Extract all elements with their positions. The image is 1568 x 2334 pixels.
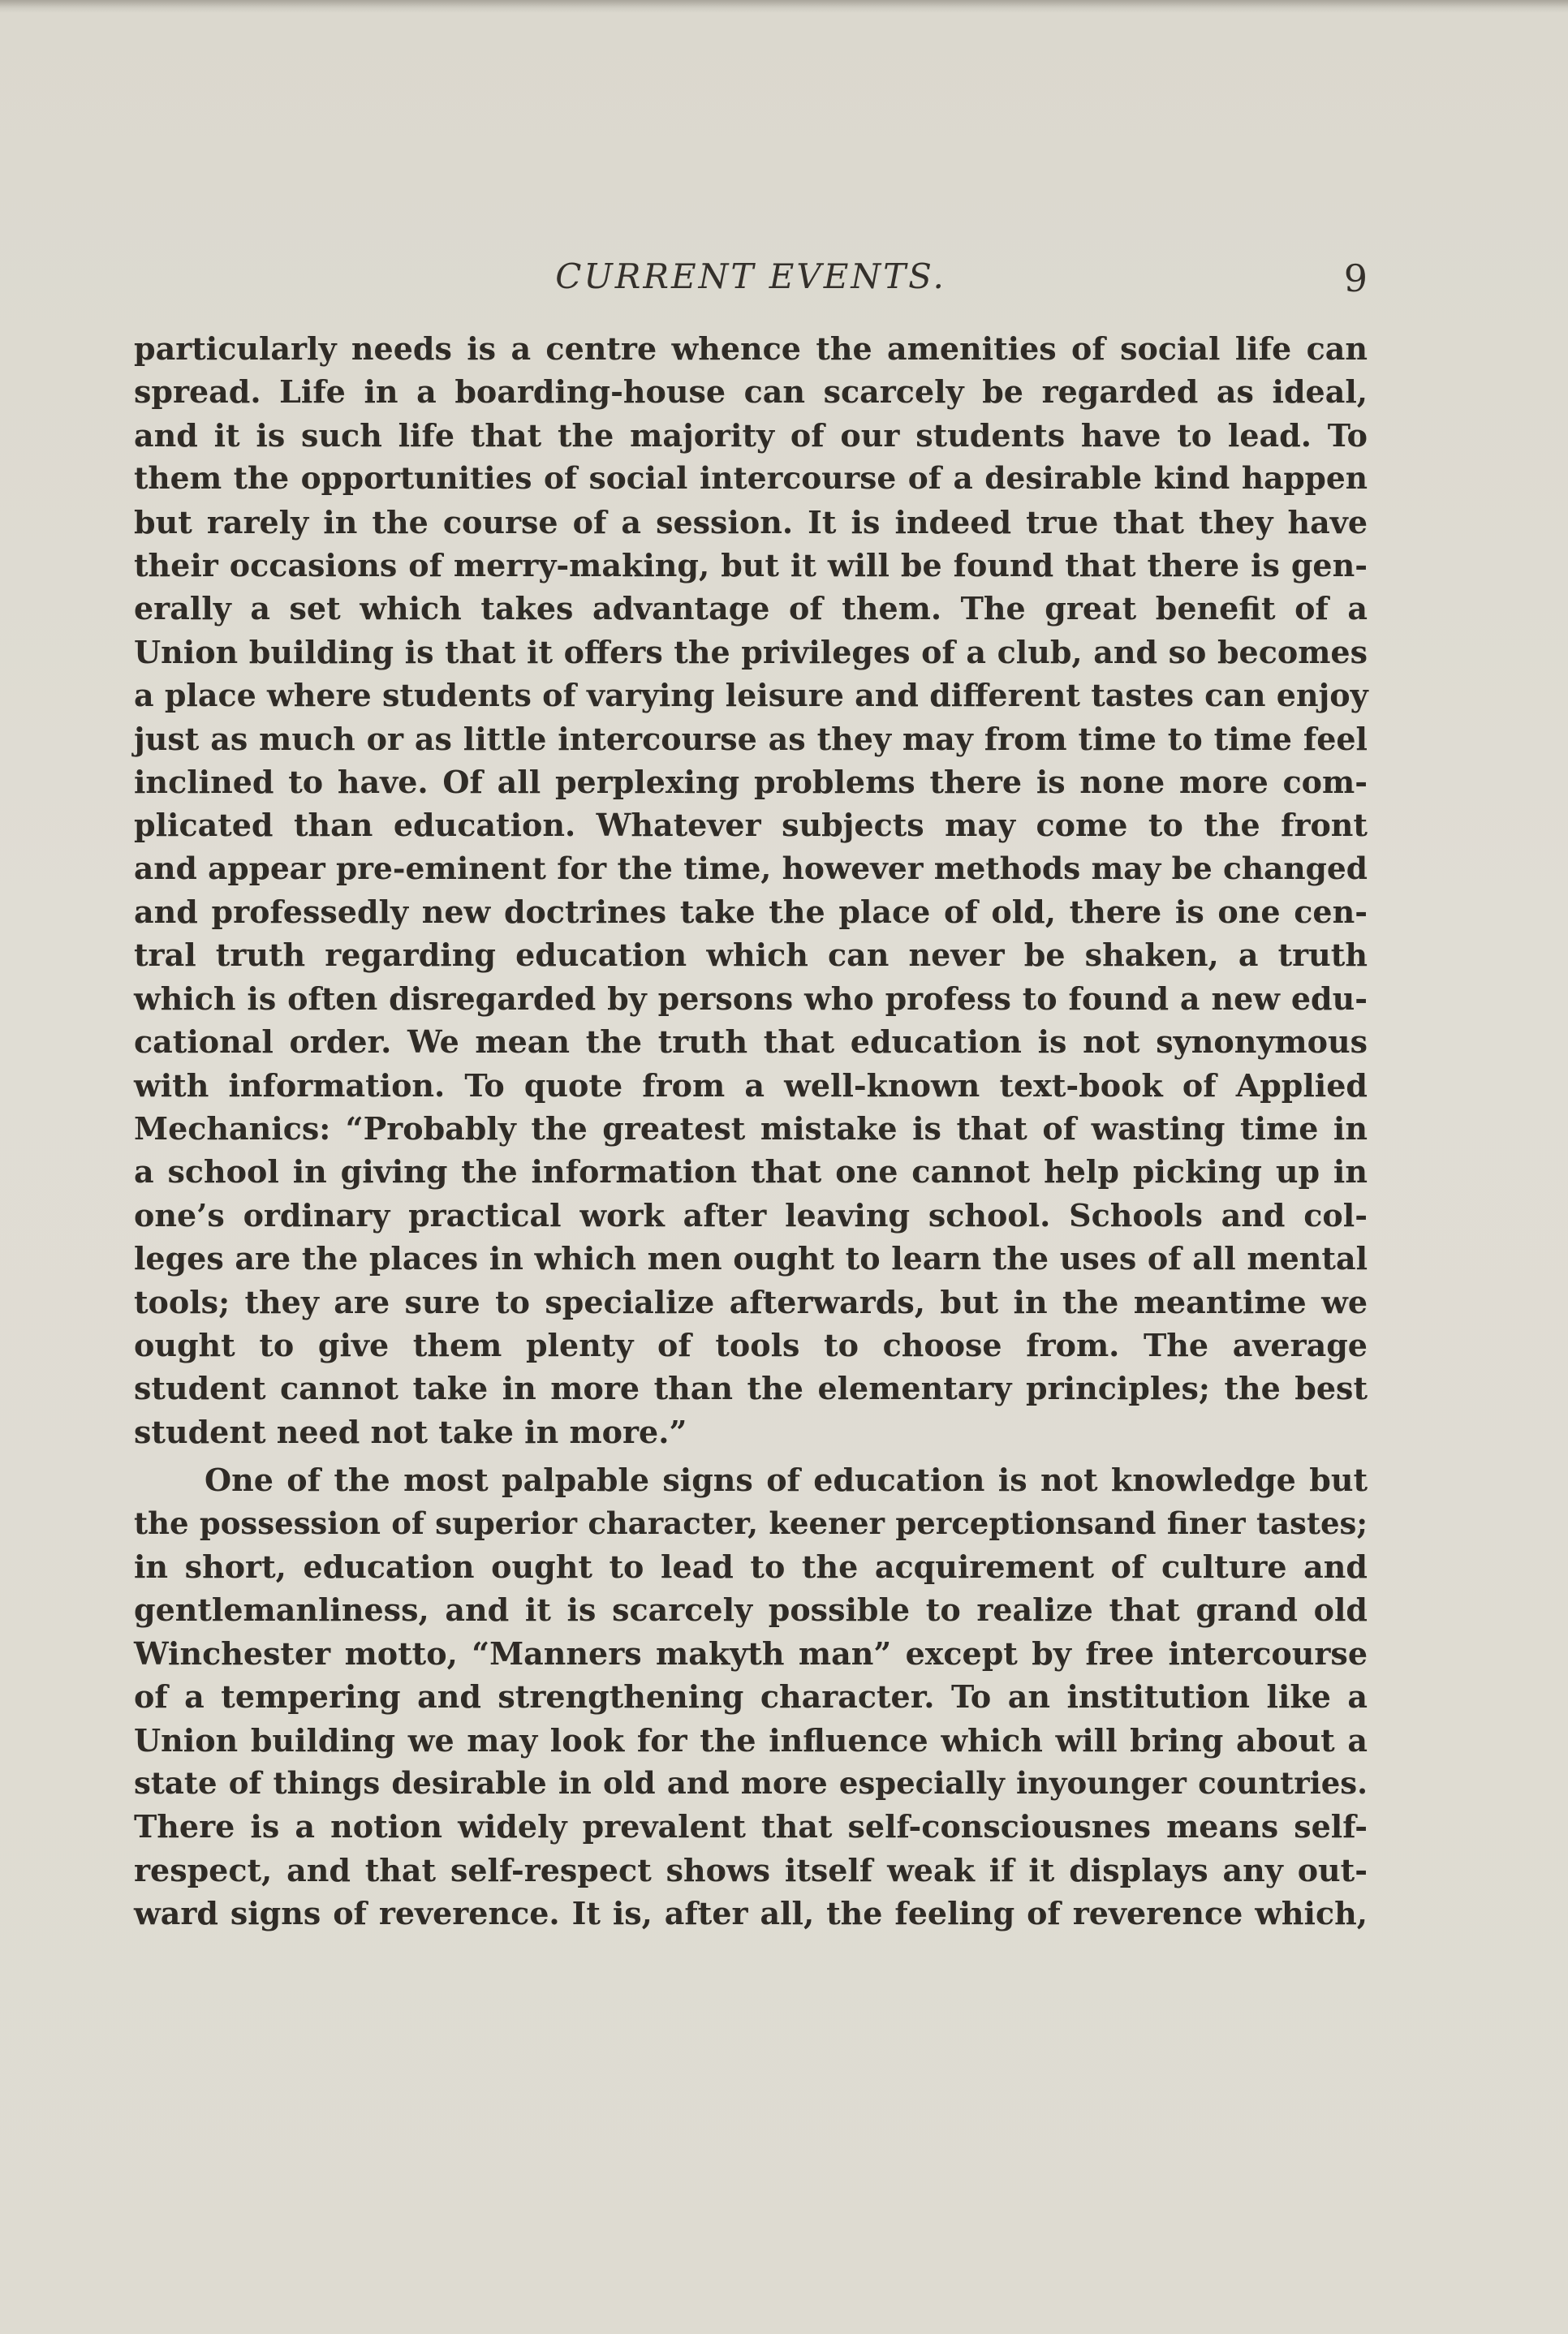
body-text	[134, 327, 1368, 1935]
text-line: but rarely in the course of a session. It is indeed true that they have	[134, 503, 1368, 540]
text-line: inclined to have. Of all perplexing problems there is none more com-	[134, 763, 1368, 800]
text-line: plicated than education. Whatever subjects may come to the front	[134, 807, 1368, 844]
running-head-title: CURRENT EVENTS.	[555, 256, 946, 296]
text-line: and appear pre-eminent for the time, however methods may be changed	[134, 850, 1368, 886]
text-line: their occasions of merry-making, but it will be found that there is gen-	[134, 546, 1368, 584]
text-line: one’s ordinary practical work after leaving school. Schools and col-	[134, 1196, 1368, 1234]
text-line: in short, education ought to lead to the acquirement of culture and	[134, 1548, 1368, 1585]
paragraph-1	[134, 327, 1368, 1453]
text-line: of a tempering and strengthening character. To an institution like a	[134, 1678, 1368, 1716]
text-line: a place where students of varying leisure and different tastes can enjoy	[134, 677, 1368, 714]
text-line: Mechanics: “Probably the greatest mistake is that of wasting time in	[134, 1110, 1368, 1148]
text-line: Union building is that it offers the privileges of a club, and so becomes	[134, 633, 1368, 670]
text-line: spread. Life in a boarding-house can scarcely be regarded as ideal,	[134, 373, 1368, 411]
text-line: erally a set which takes advantage of them. The great benefit of a	[134, 590, 1368, 627]
text-line: Winchester motto, “Manners makyth man” except by free intercourse	[134, 1634, 1368, 1672]
running-head	[134, 252, 1368, 300]
text-line: a school in giving the information that one cannot help picking up in	[134, 1153, 1368, 1191]
text-line: and it is such life that the majority of our students have to lead. To	[134, 416, 1368, 454]
text-line: ought to give them plenty of tools to choose from. The average	[134, 1326, 1368, 1363]
text-line: student need not take in more.”	[134, 1413, 687, 1450]
paragraph-2	[134, 1458, 1368, 1935]
text-line: respect, and that self-respect shows itself weak if it displays any out-	[134, 1851, 1368, 1888]
text-line: with information. To quote from a well-known text-book of Applied	[134, 1066, 1368, 1104]
text-line: particularly needs is a centre whence the amenities of social life can	[134, 330, 1368, 367]
text-line: state of things desirable in old and more especially inyounger countries.	[134, 1764, 1368, 1801]
text-line: tools; they are sure to specialize afterwards, but in the meantime we	[134, 1283, 1368, 1320]
text-line: and professedly new doctrines take the place of old, there is one cen-	[134, 894, 1368, 931]
text-line: Union building we may look for the influence which will bring about a	[134, 1721, 1368, 1759]
text-line: student cannot take in more than the elementary principles; the best	[134, 1370, 1368, 1407]
text-line: One of the most palpable signs of education is not knowledge but	[205, 1462, 1368, 1499]
page-number: 9	[1343, 256, 1368, 300]
text-line: gentlemanliness, and it is scarcely possible to realize that grand old	[134, 1591, 1368, 1629]
page-top-edge	[0, 0, 1568, 13]
text-line: There is a notion widely prevalent that self-consciousnes means self-	[134, 1808, 1368, 1845]
text-line: just as much or as little intercourse as they may from time to time feel	[134, 720, 1368, 757]
text-line: tral truth regarding education which can never be shaken, a truth	[134, 937, 1368, 974]
text-line: cational order. We mean the truth that education is not synonymous	[134, 1023, 1368, 1061]
text-line: the possession of superior character, keener perceptionsand finer tastes;	[134, 1505, 1368, 1541]
text-line: leges are the places in which men ought to learn the uses of all mental	[134, 1240, 1368, 1277]
text-line: ward signs of reverence. It is, after all, the feeling of reverence which,	[134, 1895, 1368, 1932]
text-line: them the opportunities of social intercourse of a desirable kind happen	[134, 460, 1368, 497]
text-line: which is often disregarded by persons who profess to found a new edu-	[134, 980, 1368, 1017]
